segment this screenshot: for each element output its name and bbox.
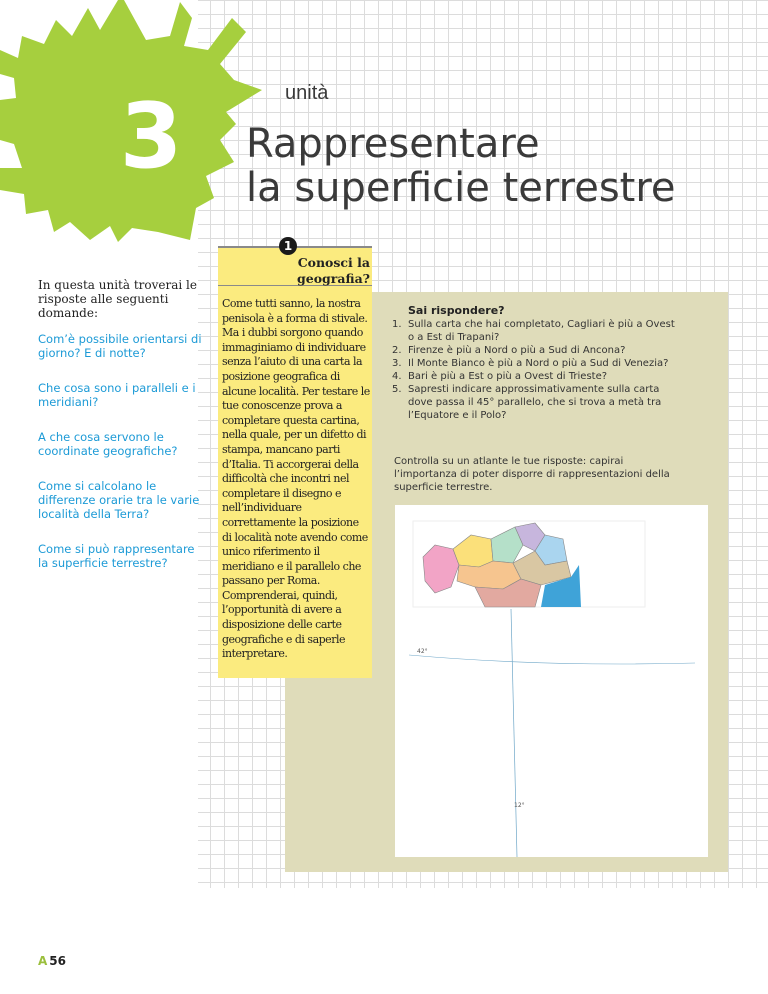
sidebar-question: Come si calcolano le differenze orarie tra le varie località della Terra? — [38, 479, 200, 521]
quiz-question — [392, 357, 682, 370]
quiz-question — [392, 370, 682, 383]
box-body-text: Come tutti sanno, la nostra penisola è a forma di stivale. Ma i dubbi sorgono quando immaginiamo di individuare senza l’aiuto di una carta la posizione geografica di alcune località. Per testare le tue conoscenze prova a completare questa cartina, nella quale, per un difetto di stampa, mancano parti d’Italia. Ti accorgerai della difficoltà che incontri nel completare il disegno e nell’individuare correttamente la posizione di località note avendo come unico riferimento il meridiano e il parallelo che passano per Roma. Comprenderai, quindi, l’opportunità di avere a disposizione delle carte geografiche e di saperle interpretare. — [222, 297, 370, 661]
bottom-margin-background — [0, 888, 768, 994]
quiz-question — [392, 383, 682, 422]
meridian-label: 12° — [514, 802, 525, 809]
sidebar-question: Come si può rappresentare la superficie terrestre? — [38, 542, 195, 570]
quiz-question-number: 5. — [392, 384, 402, 395]
quiz-question-text: Sulla carta che hai completato, Cagliari è più a Ovest o a Est di Trapani? — [408, 319, 675, 343]
quiz-question-number: 3. — [392, 358, 402, 369]
sidebar-question: A che cosa servono le coordinate geografiche? — [38, 430, 178, 458]
box-number-badge: 1 — [279, 237, 297, 255]
quiz-question-text: Bari è più a Est o più a Ovest di Trieste? — [408, 371, 608, 382]
incomplete-italy-map — [395, 505, 708, 857]
quiz-title: Sai rispondere? — [408, 304, 505, 317]
page-letter: A — [38, 954, 48, 968]
sidebar-questions — [38, 332, 203, 591]
quiz-check-text: Controlla su un atlante le tue risposte: capirai l’importanza di poter disporre di rappresentazioni della superficie terrestre. — [394, 456, 670, 493]
unit-badge-hexagon — [0, 0, 270, 245]
quiz-question-number: 4. — [392, 371, 402, 382]
quiz-question — [392, 318, 682, 344]
quiz-question-number: 1. — [392, 319, 402, 330]
map-graphic — [395, 505, 708, 857]
quiz-question-text: Il Monte Bianco è più a Nord o più a Sud di Venezia? — [408, 358, 669, 369]
quiz-question-number: 2. — [392, 345, 402, 356]
unit-label: unità — [285, 82, 329, 104]
map-coastline — [409, 655, 695, 664]
sidebar-question: Com’è possibile orientarsi di giorno? E di notte? — [38, 332, 202, 360]
sidebar-question: Che cosa sono i paralleli e i meridiani? — [38, 381, 196, 409]
parallel-label: 42° — [417, 648, 428, 655]
map-meridian — [511, 609, 517, 857]
unit-number: 3 — [119, 84, 183, 189]
page-title — [246, 122, 676, 210]
quiz-question-list — [392, 318, 682, 422]
page-number-value: 56 — [49, 954, 66, 968]
quiz-question-text: Sapresti indicare approssimativamente sulla carta dove passa il 45° parallelo, che si trova a metà tra l’Equatore e il Polo? — [408, 384, 662, 421]
title-line-1: Rappresentare — [246, 121, 540, 167]
quiz-question — [392, 344, 682, 357]
box-heading: Conosci la geografia? — [297, 255, 370, 286]
sidebar-intro: In questa unità troverai le risposte alle seguenti domande: — [38, 278, 197, 320]
quiz-question-text: Firenze è più a Nord o più a Sud di Ancona? — [408, 345, 626, 356]
page-number — [38, 954, 66, 968]
title-line-2: la superficie terrestre — [246, 165, 676, 211]
